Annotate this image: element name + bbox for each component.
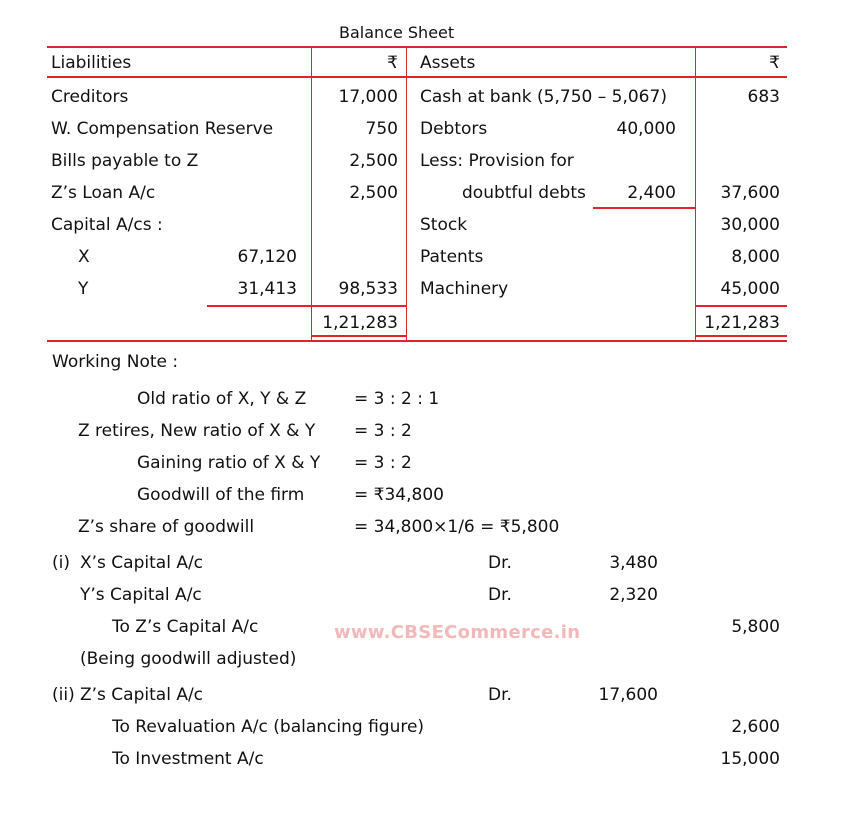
liab-currency-header: ₹ [387,53,398,73]
vline-center [406,46,407,342]
entry1-narration: (Being goodwill adjusted) [80,649,297,669]
asset-subtotal-line [695,305,787,307]
balance-sheet-title: Balance Sheet [339,23,455,42]
entry1-line3-credit: 5,800 [731,617,780,637]
machinery-amount: 45,000 [720,279,780,299]
wcr-amount: 750 [365,119,398,139]
z-share-goodwill-label: Z’s share of goodwill [78,517,255,537]
entry1-line1-dr: Dr. [488,553,512,573]
z-loan-amount: 2,500 [349,183,398,203]
goodwill-firm-label: Goodwill of the firm [137,485,305,505]
goodwill-firm-value: = ₹34,800 [354,485,444,505]
entry2-line2-credit: 2,600 [731,717,780,737]
z-loan-label: Z’s Loan A/c [51,183,156,203]
net-debtors-amount: 37,600 [720,183,780,203]
creditors-amount: 17,000 [338,87,398,107]
doubtful-debts-label: doubtful debts [462,183,586,203]
entry2-line1-debit: 17,600 [598,685,658,705]
watermark-text: www.CBSECommerce.in [334,622,581,643]
entry2-number: (ii) [52,685,75,705]
capital-x-label: X [78,247,90,267]
debtors-sub: 40,000 [616,119,676,139]
old-ratio-label: Old ratio of X, Y & Z [137,389,307,409]
liab-total-double-line-1 [311,335,406,337]
table-header-border [47,76,787,78]
assets-total: 1,21,283 [704,313,780,333]
entry2-line2-label: To Revaluation A/c (balancing figure) [112,717,425,737]
entry1-line1-label: X’s Capital A/c [80,553,204,573]
bills-payable-label: Bills payable to Z [51,151,199,171]
stock-label: Stock [420,215,468,235]
liab-subtotal-line [311,305,406,307]
provision-sub: 2,400 [627,183,676,203]
entry1-line3-label: To Z’s Capital A/c [112,617,259,637]
bills-payable-amount: 2,500 [349,151,398,171]
table-top-border [47,46,787,48]
entry2-line1-label: Z’s Capital A/c [80,685,204,705]
entry1-line2-label: Y’s Capital A/c [80,585,202,605]
asset-currency-header: ₹ [769,53,780,73]
capital-accounts-label: Capital A/cs : [51,215,163,235]
capital-y-sub: 31,413 [237,279,297,299]
table-bottom-border [47,340,787,342]
capital-x-sub: 67,120 [237,247,297,267]
entry2-line3-credit: 15,000 [720,749,780,769]
entry1-line1-debit: 3,480 [609,553,658,573]
machinery-label: Machinery [420,279,509,299]
entry2-line3-label: To Investment A/c [112,749,264,769]
wcr-label: W. Compensation Reserve [51,119,274,139]
z-share-goodwill-value: = 34,800×1/6 = ₹5,800 [354,517,560,537]
entry1-number: (i) [52,553,70,573]
entry1-line2-debit: 2,320 [609,585,658,605]
cash-at-bank-amount: 683 [747,87,780,107]
patents-label: Patents [420,247,484,267]
gaining-ratio-value: = 3 : 2 [354,453,412,473]
less-provision-label: Less: Provision for [420,151,574,171]
creditors-label: Creditors [51,87,129,107]
assets-header: Assets [420,53,476,73]
capital-total-amount: 98,533 [338,279,398,299]
liabilities-total: 1,21,283 [322,313,398,333]
capital-y-label: Y [78,279,89,299]
old-ratio-value: = 3 : 2 : 1 [354,389,440,409]
gaining-ratio-label: Gaining ratio of X & Y [137,453,321,473]
entry1-line2-dr: Dr. [488,585,512,605]
new-ratio-value: = 3 : 2 [354,421,412,441]
working-note-title: Working Note : [52,352,179,372]
asset-total-double-line-1 [695,335,787,337]
patents-amount: 8,000 [731,247,780,267]
cash-at-bank-label: Cash at bank (5,750 – 5,067) [420,87,667,107]
stock-amount: 30,000 [720,215,780,235]
debtors-label: Debtors [420,119,488,139]
capital-subcol-underline [207,305,311,307]
new-ratio-label: Z retires, New ratio of X & Y [78,421,316,441]
provision-underline [593,207,695,209]
liabilities-header: Liabilities [51,53,132,73]
entry2-line1-dr: Dr. [488,685,512,705]
